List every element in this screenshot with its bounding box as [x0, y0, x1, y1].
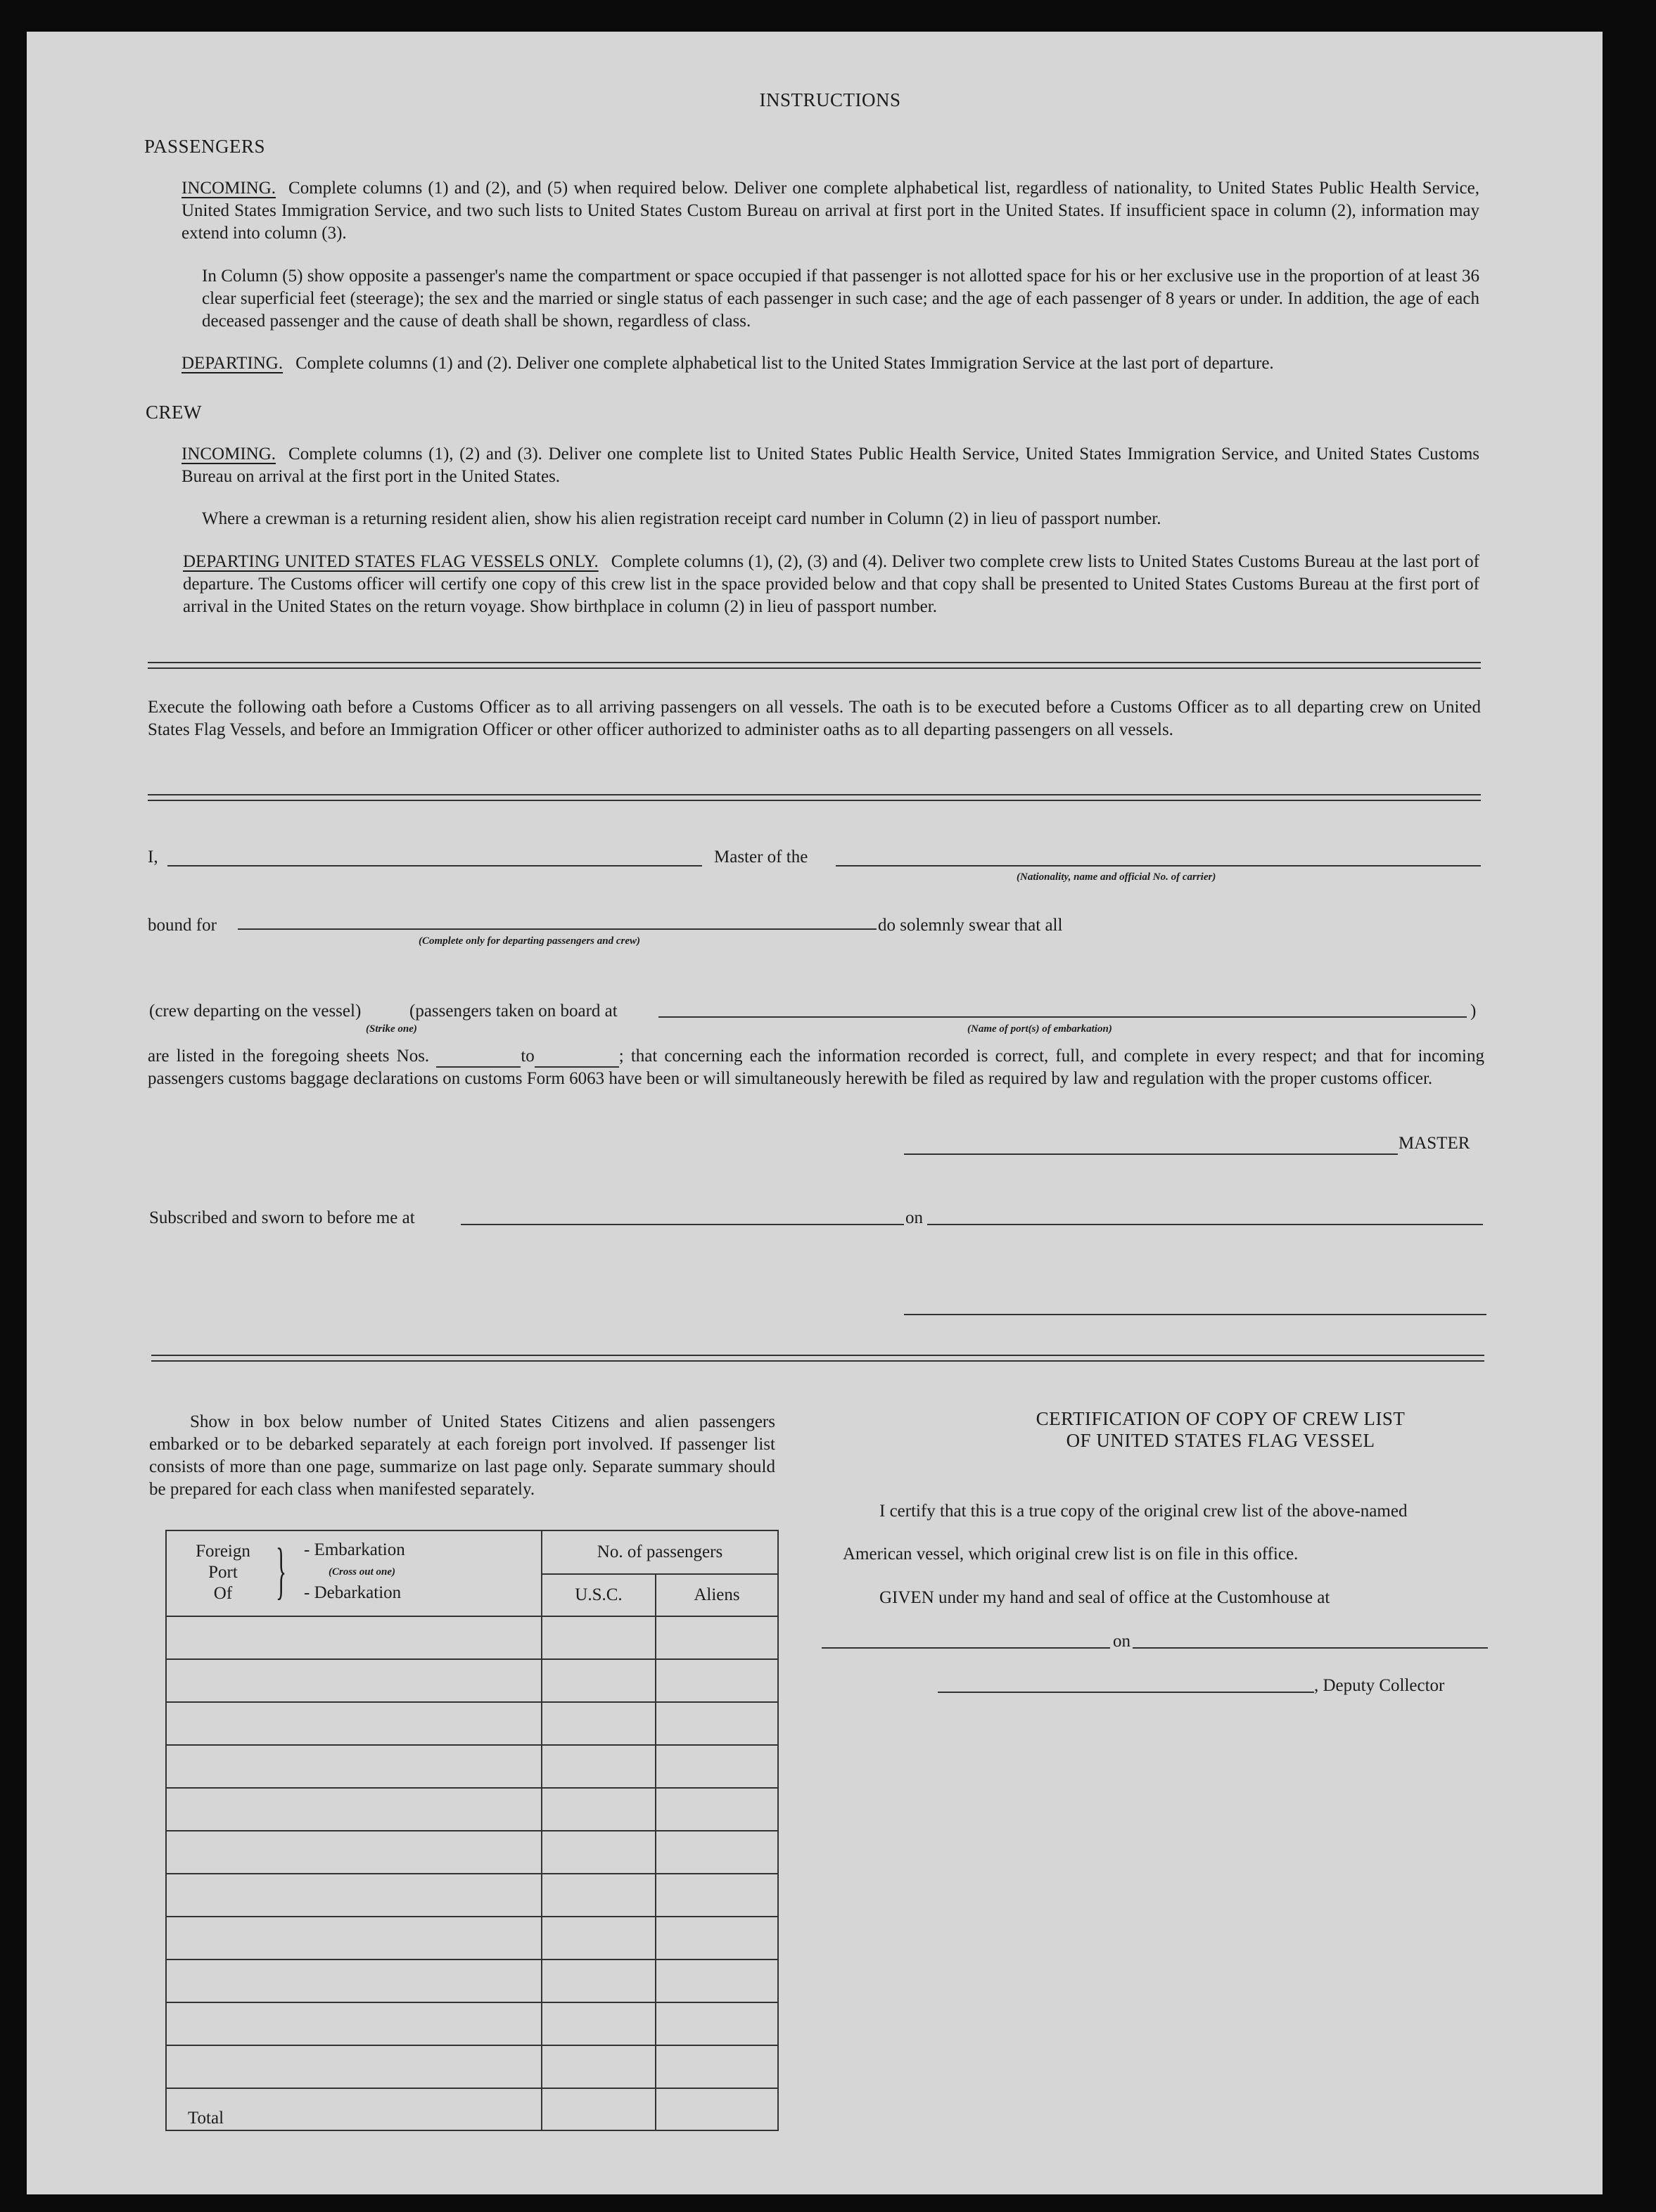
aliens-cell[interactable] — [656, 2002, 778, 2045]
usc-cell[interactable] — [542, 1874, 656, 1917]
usc-cell[interactable] — [542, 2002, 656, 2045]
usc-cell[interactable] — [542, 1831, 656, 1874]
table-row — [166, 2002, 778, 2045]
aliens-cell[interactable] — [656, 1702, 778, 1745]
brace-icon: } — [276, 1536, 287, 1606]
bound-for-caption: (Complete only for departing passengers and crew) — [419, 935, 640, 947]
usc-cell[interactable] — [542, 1616, 656, 1659]
crew-incoming-paragraph — [181, 443, 1479, 488]
table-row — [166, 1659, 778, 1702]
strike-caption: (Strike one) — [366, 1023, 417, 1035]
divider-double-3 — [151, 1355, 1484, 1362]
deputy-collector-label: , Deputy Collector — [1314, 1676, 1445, 1695]
master-name-field[interactable] — [167, 865, 702, 867]
crew-departing-paragraph — [183, 551, 1479, 618]
aliens-cell[interactable] — [656, 1831, 778, 1874]
do-swear-label: do solemnly swear that all — [878, 916, 1063, 935]
crew-departing-head: DEPARTING UNITED STATES FLAG VESSELS ONLY. — [183, 552, 599, 571]
certification-title-line2: OF UNITED STATES FLAG VESSEL — [1066, 1430, 1375, 1451]
close-paren: ) — [1470, 1002, 1477, 1021]
aliens-cell[interactable] — [656, 1788, 778, 1831]
crewman-paragraph: Where a crewman is a returning resident alien, show his alien registration receipt card number in Column (2) in lieu of passport number. — [202, 509, 1161, 528]
total-aliens-cell[interactable] — [656, 2088, 778, 2130]
table-row — [166, 1745, 778, 1788]
carrier-caption: (Nationality, name and official No. of carrier) — [1017, 871, 1216, 883]
port-cell[interactable] — [166, 1960, 542, 2002]
table-row — [166, 2045, 778, 2088]
certify-line2: American vessel, which original crew list is on file in this office. — [843, 1545, 1299, 1564]
aliens-cell[interactable] — [656, 1659, 778, 1702]
passengers-departing-head: DEPARTING. — [181, 354, 284, 373]
carrier-field[interactable] — [836, 865, 1481, 867]
port-cell[interactable] — [166, 1831, 542, 1874]
aliens-cell[interactable] — [656, 1874, 778, 1917]
table-row — [166, 1874, 778, 1917]
officer-signature-field[interactable] — [904, 1314, 1486, 1315]
aliens-header: Aliens — [656, 1574, 778, 1616]
aliens-cell[interactable] — [656, 1616, 778, 1659]
listed-paragraph — [148, 1045, 1484, 1090]
no-passengers-header: No. of passengers — [542, 1530, 778, 1574]
table-row — [166, 1831, 778, 1874]
port-cell[interactable] — [166, 1874, 542, 1917]
crew-incoming-text: Complete columns (1), (2) and (3). Deliver one complete list to United States Public Health Service, United States Immigration Service, and United States Customs Bureau on arrival at the first port in the United States. — [181, 445, 1479, 486]
crew-departing-option: (crew departing on the vessel) — [149, 1002, 362, 1021]
table-row — [166, 1917, 778, 1960]
summary-rows — [166, 1616, 778, 2088]
port-caption: (Name of port(s) of embarkation) — [967, 1023, 1112, 1035]
bound-for-label: bound for — [148, 916, 217, 935]
aliens-cell[interactable] — [656, 1960, 778, 2002]
sworn-on-label: on — [905, 1208, 923, 1227]
aliens-cell[interactable] — [656, 1745, 778, 1788]
sworn-place-field[interactable] — [461, 1224, 904, 1225]
subscribed-label: Subscribed and sworn to before me at — [149, 1208, 415, 1227]
oath-i-label: I, — [148, 848, 158, 867]
usc-cell[interactable] — [542, 1702, 656, 1745]
divider-double-2 — [148, 794, 1481, 801]
usc-cell[interactable] — [542, 1917, 656, 1960]
passengers-heading: PASSENGERS — [144, 136, 266, 157]
table-row — [166, 1960, 778, 2002]
passenger-summary-table — [165, 1530, 779, 2131]
passengers-departing-text: Complete columns (1) and (2). Deliver one complete alphabetical list to the United States Immigration Service at the last port of departure. — [295, 354, 1274, 373]
passengers-departing-paragraph — [181, 352, 1479, 375]
port-cell[interactable] — [166, 2045, 542, 2088]
to-label: to — [521, 1047, 535, 1066]
certify-line1: I certify that this is a true copy of the original crew list of the above-named — [879, 1502, 1408, 1521]
port-label: Port — [208, 1563, 238, 1582]
usc-cell[interactable] — [542, 2045, 656, 2088]
usc-cell[interactable] — [542, 1960, 656, 2002]
table-row — [166, 1702, 778, 1745]
passengers-taken-option: (passengers taken on board at — [409, 1002, 618, 1021]
embarkation-ports-field[interactable] — [658, 1016, 1467, 1018]
certification-title — [900, 1408, 1541, 1452]
cross-out-caption: (Cross out one) — [329, 1566, 396, 1578]
port-cell[interactable] — [166, 2002, 542, 2045]
table-row — [166, 1788, 778, 1831]
port-cell[interactable] — [166, 1788, 542, 1831]
port-cell[interactable] — [166, 1616, 542, 1659]
port-cell[interactable] — [166, 1702, 542, 1745]
certification-on-label: on — [1113, 1632, 1130, 1651]
passengers-incoming-head: INCOMING. — [181, 179, 276, 198]
foreign-port-header — [166, 1530, 542, 1616]
total-label: Total — [166, 2088, 542, 2130]
master-label: MASTER — [1399, 1134, 1470, 1153]
foreign-label: Foreign — [196, 1542, 250, 1561]
debarkation-option[interactable]: - Debarkation — [304, 1583, 402, 1602]
usc-header: U.S.C. — [542, 1574, 656, 1616]
passengers-incoming-text: Complete columns (1) and (2), and (5) when required below. Deliver one complete alphabetical list, regardless of nationality, to United States Public Health Service, United States Immigration Service, and two such lists to United States Custom Bureau on arrival at first port in the United States. If insufficient space in column (2), information may extend into column (3). — [181, 179, 1479, 243]
crew-incoming-head: INCOMING. — [181, 445, 276, 464]
listed-prefix: are listed in the foregoing sheets Nos. — [148, 1047, 430, 1066]
aliens-cell[interactable] — [656, 2045, 778, 2088]
certification-title-line1: CERTIFICATION OF COPY OF CREW LIST — [1036, 1408, 1406, 1429]
bound-for-field[interactable] — [238, 928, 877, 930]
table-header-row — [166, 1530, 778, 1574]
crew-departing-text: Complete columns (1), (2), (3) and (4). Deliver two complete crew lists to United States Customs Bureau at the last port of departure. The Customs officer will certify one copy of this crew list in the space provided below and that copy shall be presented to United States Customs Bureau at the first port of arrival in the United States on the return voyage. Show birthplace in column (2) in lieu of passport number. — [183, 552, 1479, 616]
usc-cell[interactable] — [542, 1788, 656, 1831]
deputy-signature-field[interactable] — [938, 1692, 1314, 1693]
customhouse-field[interactable] — [822, 1647, 1110, 1649]
master-signature-field[interactable] — [904, 1153, 1398, 1155]
total-row — [166, 2088, 778, 2130]
of-label: Of — [213, 1584, 233, 1603]
embarkation-option[interactable]: - Embarkation — [304, 1540, 405, 1559]
oath-intro: Execute the following oath before a Customs Officer as to all arriving passengers on all vessels. The oath is to be executed before a Customs Officer as to all departing crew on United States Flag Vessels, and before an Immigration Officer or other officer authorized to administer oaths as to all departing passengers on all vessels. — [148, 698, 1481, 739]
given-line: GIVEN under my hand and seal of office at the Customhouse at — [879, 1588, 1330, 1607]
sheet-to-field[interactable] — [535, 1049, 619, 1068]
total-usc-cell[interactable] — [542, 2088, 656, 2130]
instructions-title: INSTRUCTIONS — [759, 89, 901, 110]
listed-rest: ; that concerning each the information recorded is correct, full, and complete in every respect; and that for incoming passengers customs baggage declarations on customs Form 6063 have been or will simultaneously herewith be filed as required by law and regulation with the proper customs officer. — [148, 1047, 1484, 1088]
sworn-date-field[interactable] — [927, 1224, 1483, 1225]
divider-double-1 — [148, 662, 1481, 669]
column5-paragraph: In Column (5) show opposite a passenger's name the compartment or space occupied if that passenger is not allotted space for his or her exclusive use in the proportion of at least 36 clear superficial feet (steerage); the sex and the married or single status of each passenger in such case; and the age of each passenger of 8 years or under. In addition, the age of each deceased passenger and the cause of death shall be shown, regardless of class. — [202, 267, 1479, 331]
summary-instructions: Show in box below number of United States Citizens and alien passengers embarked or to be debarked separately at each foreign port involved. If passenger list consists of more than one page, summarize on last page only. Separate summary should be prepared for each class when manifested separately. — [149, 1412, 775, 1499]
table-row — [166, 1616, 778, 1659]
sheet-from-field[interactable] — [436, 1049, 521, 1068]
port-cell[interactable] — [166, 1745, 542, 1788]
crew-heading: CREW — [146, 402, 202, 423]
usc-cell[interactable] — [542, 1745, 656, 1788]
certification-date-field[interactable] — [1133, 1647, 1488, 1649]
usc-cell[interactable] — [542, 1659, 656, 1702]
master-of-the-label: Master of the — [714, 848, 808, 867]
port-cell[interactable] — [166, 1917, 542, 1960]
aliens-cell[interactable] — [656, 1917, 778, 1960]
passengers-incoming-paragraph — [181, 177, 1479, 245]
port-cell[interactable] — [166, 1659, 542, 1702]
